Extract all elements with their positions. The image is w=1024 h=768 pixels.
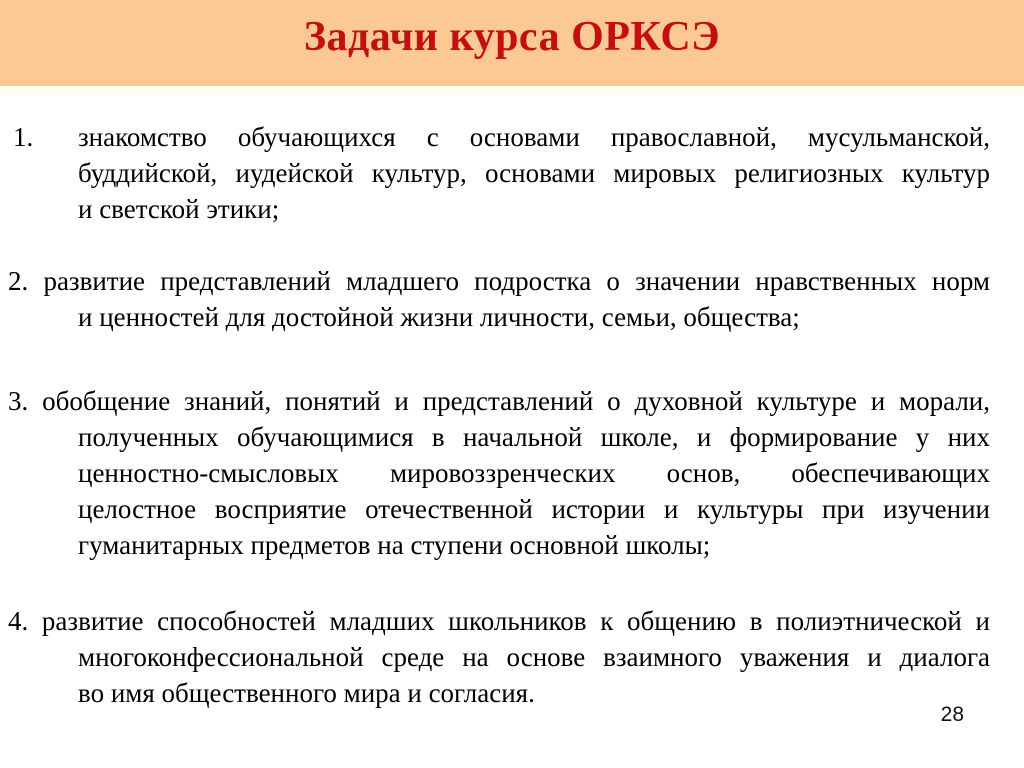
task-item-4 xyxy=(8,603,990,711)
slide-title: Задачи курса ОРКСЭ xyxy=(303,14,721,60)
item-number: 2. xyxy=(8,266,29,296)
task-item-1 xyxy=(8,119,990,227)
text-line: ценностно-смысловых мировоззренческих основ, обеспечивающих xyxy=(78,458,990,488)
text-line: знакомство обучающихся с основами православной, мусульманской, xyxy=(78,122,990,152)
item-number: 4. xyxy=(8,606,29,636)
item-number: 3. xyxy=(8,386,29,416)
text-line: 4. развитие способностей младших школьников к общению в полиэтнической и xyxy=(8,606,990,636)
text-line: и ценностей для достойной жизни личности, семьи, общества; xyxy=(78,302,800,332)
text-line: и светской этики; xyxy=(78,194,280,224)
text-line: многоконфессиональной среде на основе взаимного уважения и диалога xyxy=(78,642,990,672)
text-line: во имя общественного мира и согласия. xyxy=(78,678,535,708)
item-number: 1. xyxy=(13,122,34,152)
title-band-edge xyxy=(0,86,1024,96)
text-line: 3. обобщение знаний, понятий и представлений о духовной культуре и морали, xyxy=(8,386,991,416)
text-line: гуманитарных предметов на ступени основной школы; xyxy=(78,530,711,560)
title-band xyxy=(0,0,1024,86)
page-number: 28 xyxy=(940,703,964,726)
slide-body xyxy=(8,119,990,711)
task-item-2 xyxy=(8,263,990,335)
text-line: полученных обучающимися в начальной школе, и формирование у них xyxy=(78,422,990,452)
text-line: целостное восприятие отечественной истории и культуры при изучении xyxy=(78,494,990,524)
text-line: буддийской, иудейской культур, основами мировых религиозных культур xyxy=(78,158,990,188)
text-line: 2. развитие представлений младшего подростка о значении нравственных норм xyxy=(8,266,990,296)
task-item-3 xyxy=(8,383,990,563)
